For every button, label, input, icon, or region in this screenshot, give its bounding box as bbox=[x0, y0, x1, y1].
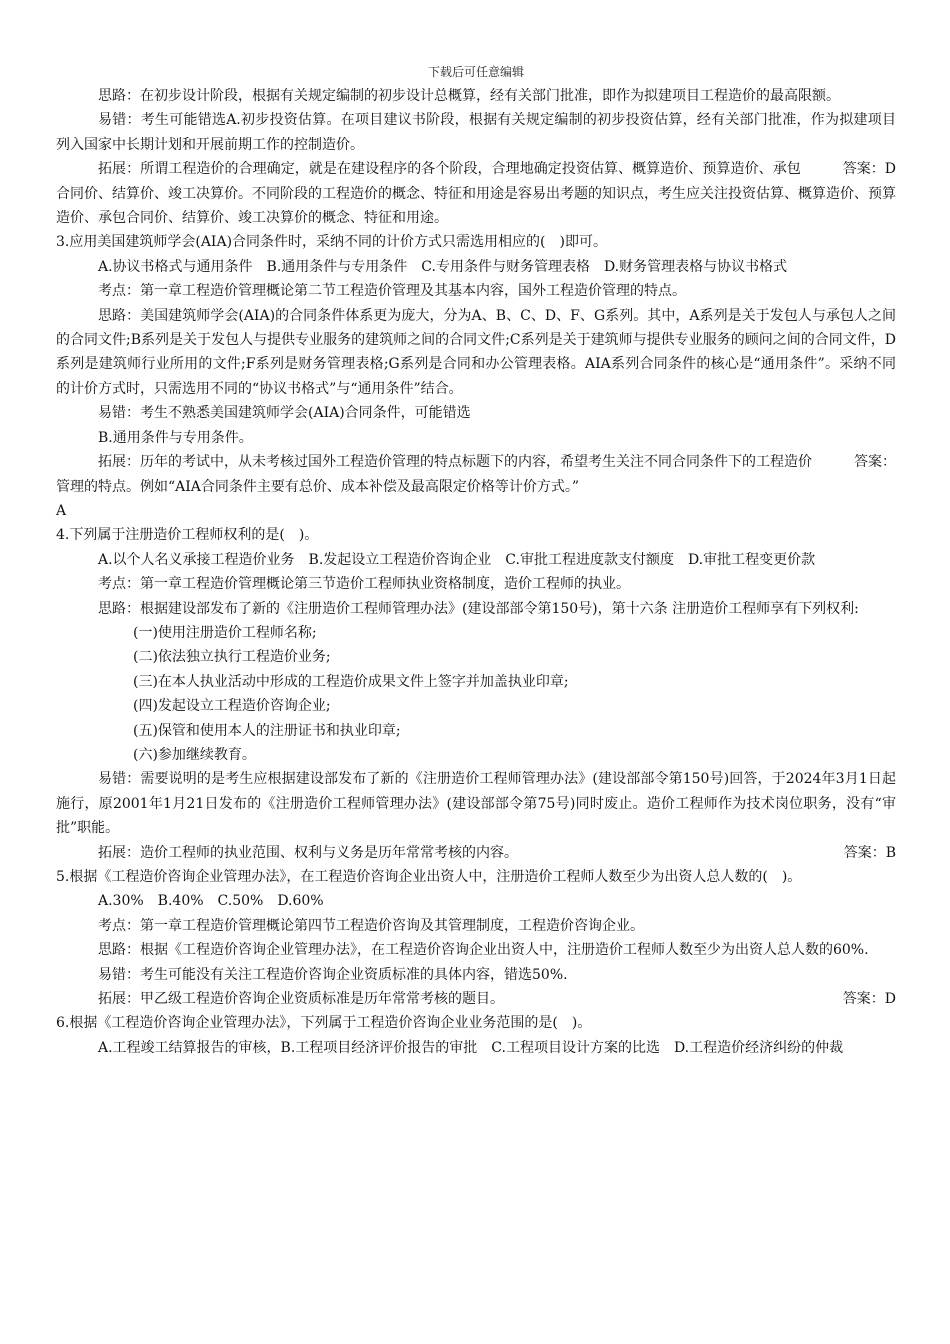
answer-label: 答案：D bbox=[842, 991, 896, 1008]
options-6 bbox=[56, 1036, 896, 1060]
paragraph-text: 4.下列属于注册造价工程师权利的是( )。 bbox=[56, 527, 319, 544]
paragraph-text: 易错：需要说明的是考生应根据建设部发布了新的《注册造价工程师管理办法》(建设部部令第150号)回答，于2024年3月1日起施行，原2001年1月21日发布的《注册造价工程师管理办法》(建设部部令第75号)同时废止。造价工程师作为技术岗位职务，没有“审批”职能。 bbox=[56, 771, 896, 837]
paragraph-text: (二)依法独立执行工程造价业务; bbox=[133, 649, 331, 666]
rights-item bbox=[56, 694, 896, 718]
exam-point-paragraph bbox=[56, 914, 896, 938]
question-4 bbox=[56, 523, 896, 547]
extension-paragraph bbox=[56, 841, 896, 865]
paragraph-text: 拓展：甲乙级工程造价咨询企业资质标准是历年常常考核的题目。 bbox=[98, 991, 504, 1008]
paragraph-text: A.30% B.40% C.50% D.60% bbox=[98, 893, 324, 910]
paragraph-text: (三)在本人执业活动中形成的工程造价成果文件上签字并加盖执业印章; bbox=[133, 673, 569, 690]
answer-label: 答案：D bbox=[842, 161, 896, 178]
paragraph-text: B.通用条件与专用条件。 bbox=[98, 429, 253, 446]
paragraph-text: 思路：根据《工程造价咨询企业管理办法》，在工程造价咨询企业出资人中，注册造价工程师人数至少为出资人总人数的60%. bbox=[98, 942, 869, 959]
analysis-paragraph bbox=[56, 84, 896, 108]
answer-label: 答案： bbox=[854, 454, 896, 471]
extension-paragraph bbox=[56, 157, 896, 230]
document-body bbox=[56, 84, 896, 1060]
document-page bbox=[56, 62, 896, 1060]
question-5 bbox=[56, 865, 896, 889]
paragraph-text: 易错：考生不熟悉美国建筑师学会(AIA)合同条件，可能错选 bbox=[98, 405, 471, 422]
paragraph-text: A.以个人名义承接工程造价业务 B.发起设立工程造价咨询企业 C.审批工程进度款支付额度 D.审批工程变更价款 bbox=[98, 551, 816, 568]
paragraph-text: 5.根据《工程造价咨询企业管理办法》，在工程造价咨询企业出资人中，注册造价工程师人数至少为出资人总人数的( )。 bbox=[56, 869, 802, 885]
options-5 bbox=[56, 889, 896, 913]
paragraph-text: 易错：考生可能错选A.初步投资估算。在项目建议书阶段，根据有关规定编制的初步投资估算，经有关部门批准，作为拟建项目列入国家中长期计划和开展前期工作的控制造价。 bbox=[56, 112, 896, 153]
rights-item bbox=[56, 743, 896, 767]
paragraph-text: (六)参加继续教育。 bbox=[133, 746, 256, 763]
paragraph-text: A bbox=[56, 502, 67, 519]
paragraph-text: (一)使用注册造价工程师名称; bbox=[133, 624, 317, 641]
paragraph-text: (五)保管和使用本人的注册证书和执业印章; bbox=[133, 722, 401, 739]
paragraph-text: 6.根据《工程造价咨询企业管理办法》，下列属于工程造价咨询企业业务范围的是( )。 bbox=[56, 1015, 592, 1032]
options-4 bbox=[56, 548, 896, 572]
error-paragraph bbox=[56, 767, 896, 840]
paragraph-text: 拓展：所谓工程造价的合理确定，就是在建设程序的各个阶段，合理地确定投资估算、概算造价、预算造价、承包合同价、结算价、竣工决算价。不同阶段的工程造价的概念、特征和用途是容易出考题的知识点，考生应关注投资估算、概算造价、预算造价、承包合同价、结算价、竣工决算价的概念、特征和用途。 bbox=[56, 161, 896, 227]
paragraph-text: 3.应用美国建筑师学会(AIA)合同条件时，采纳不同的计价方式只需选用相应的( )即可。 bbox=[56, 234, 607, 251]
error-paragraph bbox=[56, 401, 896, 425]
rights-item bbox=[56, 719, 896, 743]
answer-letter bbox=[56, 499, 896, 523]
rights-item bbox=[56, 670, 896, 694]
error-option bbox=[56, 426, 896, 450]
question-3 bbox=[56, 230, 896, 254]
extension-paragraph bbox=[56, 450, 896, 499]
extension-paragraph bbox=[56, 987, 896, 1011]
exam-point-paragraph bbox=[56, 572, 896, 596]
paragraph-text: 思路：根据建设部发布了新的《注册造价工程师管理办法》(建设部部令第150号)，第十六条 注册造价工程师享有下列权利: bbox=[98, 600, 859, 617]
question-6 bbox=[56, 1011, 896, 1035]
analysis-paragraph bbox=[56, 304, 896, 402]
rights-item bbox=[56, 621, 896, 645]
answer-label: 答案：B bbox=[843, 844, 896, 861]
paragraph-text: 思路：美国建筑师学会(AIA)的合同条件体系更为庞大，分为A、B、C、D、F、G系列。其中，A系列是关于发包人与承包人之间的合同文件;B系列是关于发包人与提供专业服务的建筑师之间的合同文件;C系列是关于建筑师与提供专业服务的顾问之间的合同文件，D系列是建筑师行业所用的文件;F系列是财务管理表格;G系列是合同和办公管理表格。AIA系列合同条件的核心是“通用条件”。采纳不同的计价方式时，只需选用不同的“协议书格式”与“通用条件”结合。 bbox=[56, 307, 896, 397]
paragraph-text: A.工程竣工结算报告的审核，B.工程项目经济评价报告的审批 C.工程项目设计方案的比选 D.工程造价经济纠纷的仲裁 bbox=[98, 1039, 844, 1056]
options-3 bbox=[56, 255, 896, 279]
paragraph-text: 思路：在初步设计阶段，根据有关规定编制的初步设计总概算，经有关部门批准，即作为拟建项目工程造价的最高限额。 bbox=[98, 88, 840, 104]
page-header: 下载后可任意编辑 bbox=[427, 65, 524, 79]
paragraph-text: 易错：考生可能没有关注工程造价咨询企业资质标准的具体内容，错选50%. bbox=[98, 966, 568, 983]
analysis-paragraph bbox=[56, 938, 896, 962]
error-paragraph bbox=[56, 108, 896, 157]
paragraph-text: (四)发起设立工程造价咨询企业; bbox=[133, 698, 331, 715]
error-paragraph bbox=[56, 963, 896, 987]
paragraph-text: 考点：第一章工程造价管理概论第二节工程造价管理及其基本内容，国外工程造价管理的特点。 bbox=[98, 283, 686, 300]
paragraph-text: 拓展：造价工程师的执业范围、权利与义务是历年常常考核的内容。 bbox=[98, 844, 518, 861]
paragraph-text: 考点：第一章工程造价管理概论第四节工程造价咨询及其管理制度，工程造价咨询企业。 bbox=[98, 917, 644, 934]
paragraph-text: A.协议书格式与通用条件 B.通用条件与专用条件 C.专用条件与财务管理表格 D.财务管理表格与协议书格式 bbox=[98, 258, 788, 275]
paragraph-text: 考点：第一章工程造价管理概论第三节造价工程师执业资格制度，造价工程师的执业。 bbox=[98, 576, 630, 593]
paragraph-text: 拓展：历年的考试中，从未考核过国外工程造价管理的特点标题下的内容，希望考生关注不同合同条件下的工程造价管理的特点。例如“AIA合同条件主要有总价、成本补偿及最高限定价格等计价方式。” bbox=[56, 454, 812, 495]
analysis-paragraph bbox=[56, 597, 896, 621]
exam-point-paragraph bbox=[56, 279, 896, 303]
rights-item bbox=[56, 645, 896, 669]
